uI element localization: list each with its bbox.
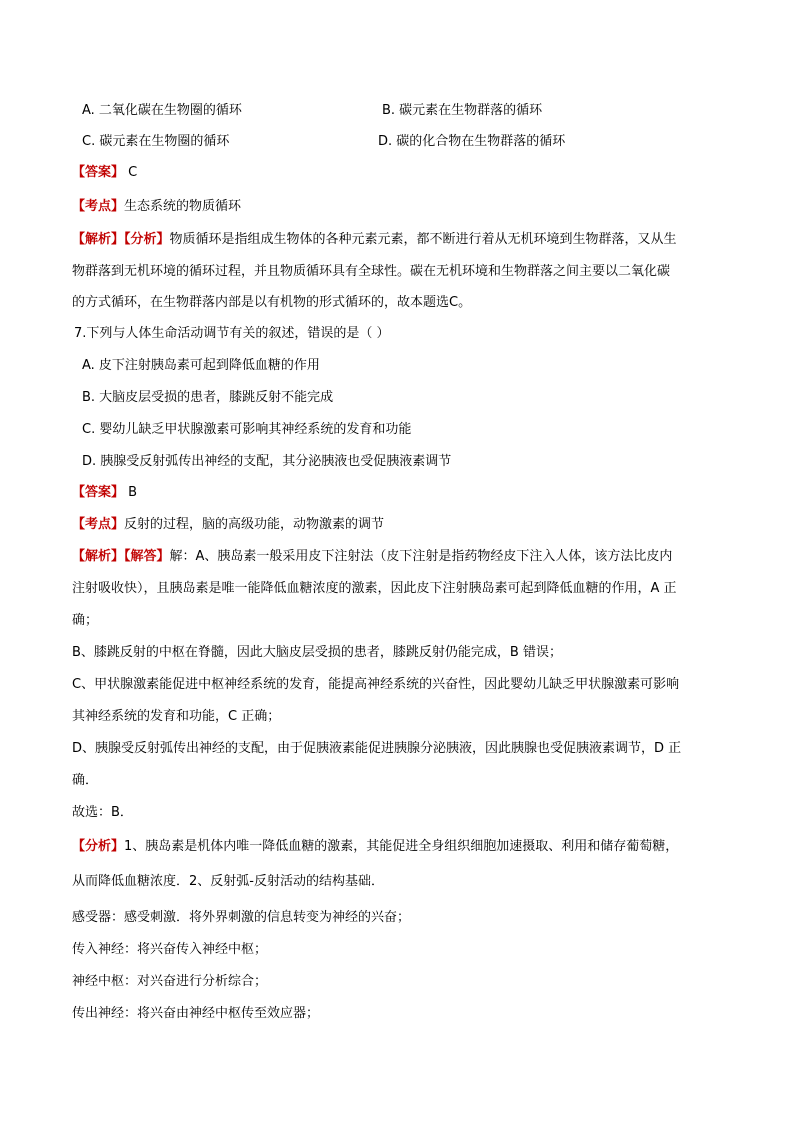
jiexi-line-3: 的方式循环，在生物群落内部是以有机物的形式循环的，故本题选C。 bbox=[72, 295, 472, 310]
q7-jiexi-line-3: 确； bbox=[72, 613, 99, 628]
kaodian-text: 生态系统的物质循环 bbox=[124, 199, 242, 214]
option-a: A. 二氧化碳在生物圈的循环 bbox=[82, 103, 242, 118]
jiexi-tag: 【解析】【分析】 bbox=[72, 232, 170, 247]
q7-fenxi-line-4: 传入神经：将兴奋传入神经中枢； bbox=[72, 942, 268, 957]
jiexi-line-2: 物群落到无机环境的循环过程，并且物质循环具有全球性。碳在无机环境和生物群落之间主要以二氧化碳 bbox=[72, 264, 671, 279]
answer-line bbox=[72, 164, 137, 182]
q7-option-a: A. 皮下注射胰岛素可起到降低血糖的作用 bbox=[82, 358, 320, 373]
q7-jiexi-line-8: 确． bbox=[72, 773, 99, 788]
q7-answer-value: B bbox=[124, 485, 138, 500]
q7-fenxi-line-5: 神经中枢：对兴奋进行分析综合； bbox=[72, 974, 268, 989]
question-stem: 7.下列与人体生命活动调节有关的叙述，错误的是（ ） bbox=[74, 326, 390, 341]
q7-answer-tag: 【答案】 bbox=[72, 485, 125, 500]
q7-jiexi-text: 解：A、胰岛素一般采用皮下注射法（皮下注射是指药物经皮下注入人体，该方法比皮内 bbox=[169, 549, 673, 564]
q7-option-d: D. 胰腺受反射弧传出神经的支配，其分泌胰液也受促胰液素调节 bbox=[82, 454, 452, 469]
answer-tag: 【答案】 bbox=[72, 165, 125, 180]
q7-jiexi-tag: 【解析】【解答】 bbox=[72, 549, 170, 564]
q7-fenxi-tag: 【分析】 bbox=[72, 839, 125, 854]
option-c: C. 碳元素在生物圈的循环 bbox=[82, 134, 230, 149]
q7-kaodian-text: 反射的过程，脑的高级功能，动物激素的调节 bbox=[124, 517, 385, 532]
kaodian-tag: 【考点】 bbox=[72, 199, 125, 214]
q7-jiexi-line-1 bbox=[72, 548, 672, 566]
q7-kaodian-tag: 【考点】 bbox=[72, 517, 125, 532]
answer-value: C bbox=[124, 165, 138, 180]
q7-jiexi-line-7: D、胰腺受反射弧传出神经的支配，由于促胰液素能促进胰腺分泌胰液，因此胰腺也受促胰液素调节，D 正 bbox=[72, 741, 682, 756]
q7-fenxi-text: 1、胰岛素是机体内唯一降低血糖的激素，其能促进全身组织细胞加速摄取、利用和储存葡萄糖， bbox=[124, 839, 679, 854]
q7-kaodian-line bbox=[72, 516, 384, 534]
kaodian-line bbox=[72, 198, 241, 216]
q7-jiexi-line-9: 故选：B． bbox=[72, 805, 133, 820]
option-d: D. 碳的化合物在生物群落的循环 bbox=[378, 134, 566, 149]
q7-jiexi-line-6: 其神经系统的发育和功能，C 正确； bbox=[72, 709, 281, 724]
q7-jiexi-line-2: 注射吸收快），且胰岛素是唯一能降低血糖浓度的激素，因此皮下注射胰岛素可起到降低血糖的作用，A 正 bbox=[72, 581, 677, 596]
jiexi-line-1 bbox=[72, 231, 677, 249]
q7-fenxi-line-6: 传出神经：将兴奋由神经中枢传至效应器； bbox=[72, 1006, 320, 1021]
jiexi-text: 物质循环是指组成生物体的各种元素元素，都不断进行着从无机环境到生物群落，又从生 bbox=[169, 232, 677, 247]
q7-answer-line bbox=[72, 484, 137, 502]
q7-fenxi-line-2: 从而降低血糖浓度．2、反射弧-反射活动的结构基础． bbox=[72, 874, 384, 889]
q7-option-b: B. 大脑皮层受损的患者，膝跳反射不能完成 bbox=[82, 390, 334, 405]
q7-option-c: C. 婴幼儿缺乏甲状腺激素可影响其神经系统的发育和功能 bbox=[82, 422, 412, 437]
q7-fenxi-line-1 bbox=[72, 838, 678, 856]
option-b: B. 碳元素在生物群落的循环 bbox=[382, 103, 543, 118]
q7-jiexi-line-4: B、膝跳反射的中枢在脊髓，因此大脑皮层受损的患者，膝跳反射仍能完成，B 错误； bbox=[72, 645, 562, 660]
q7-fenxi-line-3: 感受器：感受刺激．将外界刺激的信息转变为神经的兴奋； bbox=[72, 910, 411, 925]
q7-jiexi-line-5: C、甲状腺激素能促进中枢神经系统的发育，能提高神经系统的兴奋性，因此婴幼儿缺乏甲状腺激素可影响 bbox=[72, 677, 680, 692]
